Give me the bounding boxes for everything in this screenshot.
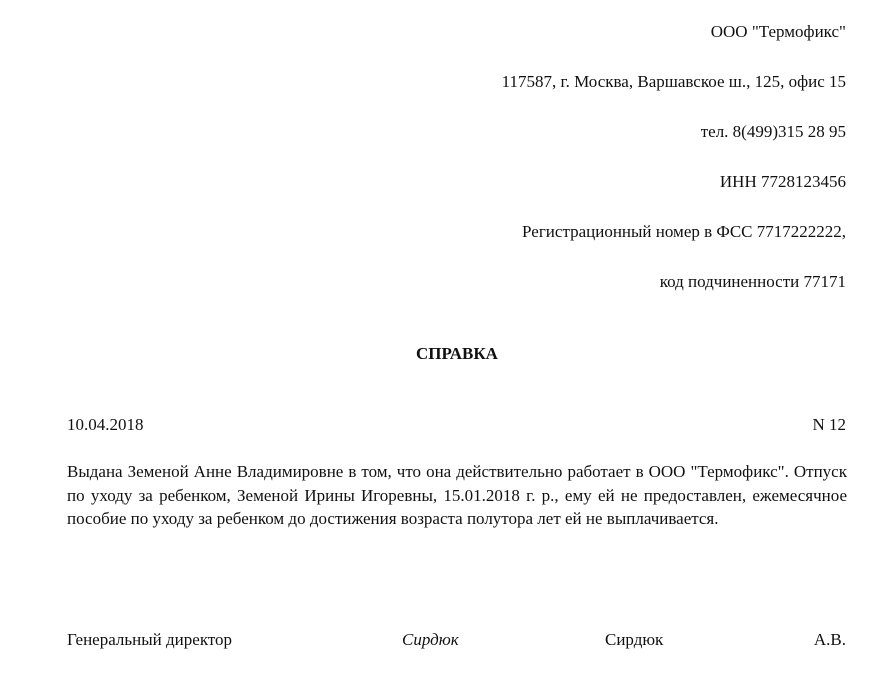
fss-registration-number: Регистрационный номер в ФСС 7717222222,: [522, 222, 846, 241]
company-address: 117587, г. Москва, Варшавское ш., 125, офис 15: [501, 72, 846, 91]
document-number: N 12: [812, 415, 846, 434]
company-inn: ИНН 7728123456: [719, 172, 846, 191]
company-name: ООО "Термофикс": [710, 22, 846, 41]
signature-script: Сирдюк: [402, 630, 459, 649]
signer-position: Генеральный директор: [67, 630, 233, 649]
subordination-code: код подчиненности 77171: [659, 272, 846, 291]
document-title: СПРАВКА: [416, 344, 498, 363]
signer-initials: А.В.: [813, 630, 846, 649]
signer-surname: Сирдюк: [605, 630, 664, 649]
company-phone: тел. 8(499)315 28 95: [700, 122, 846, 141]
document-date: 10.04.2018: [67, 415, 144, 434]
document-body: Выдана Земеной Анне Владимировне в том, что она действительно работает в ООО "Термофикс". Отпуск по уходу за ребенком, Земеной Ирины Игоревны, 15.01.2018 г. р., ему ей не предоставлен, ежемесячное пособие по уходу за ребенком до достижения возраста полутора лет ей не выплачивается.: [67, 462, 847, 528]
